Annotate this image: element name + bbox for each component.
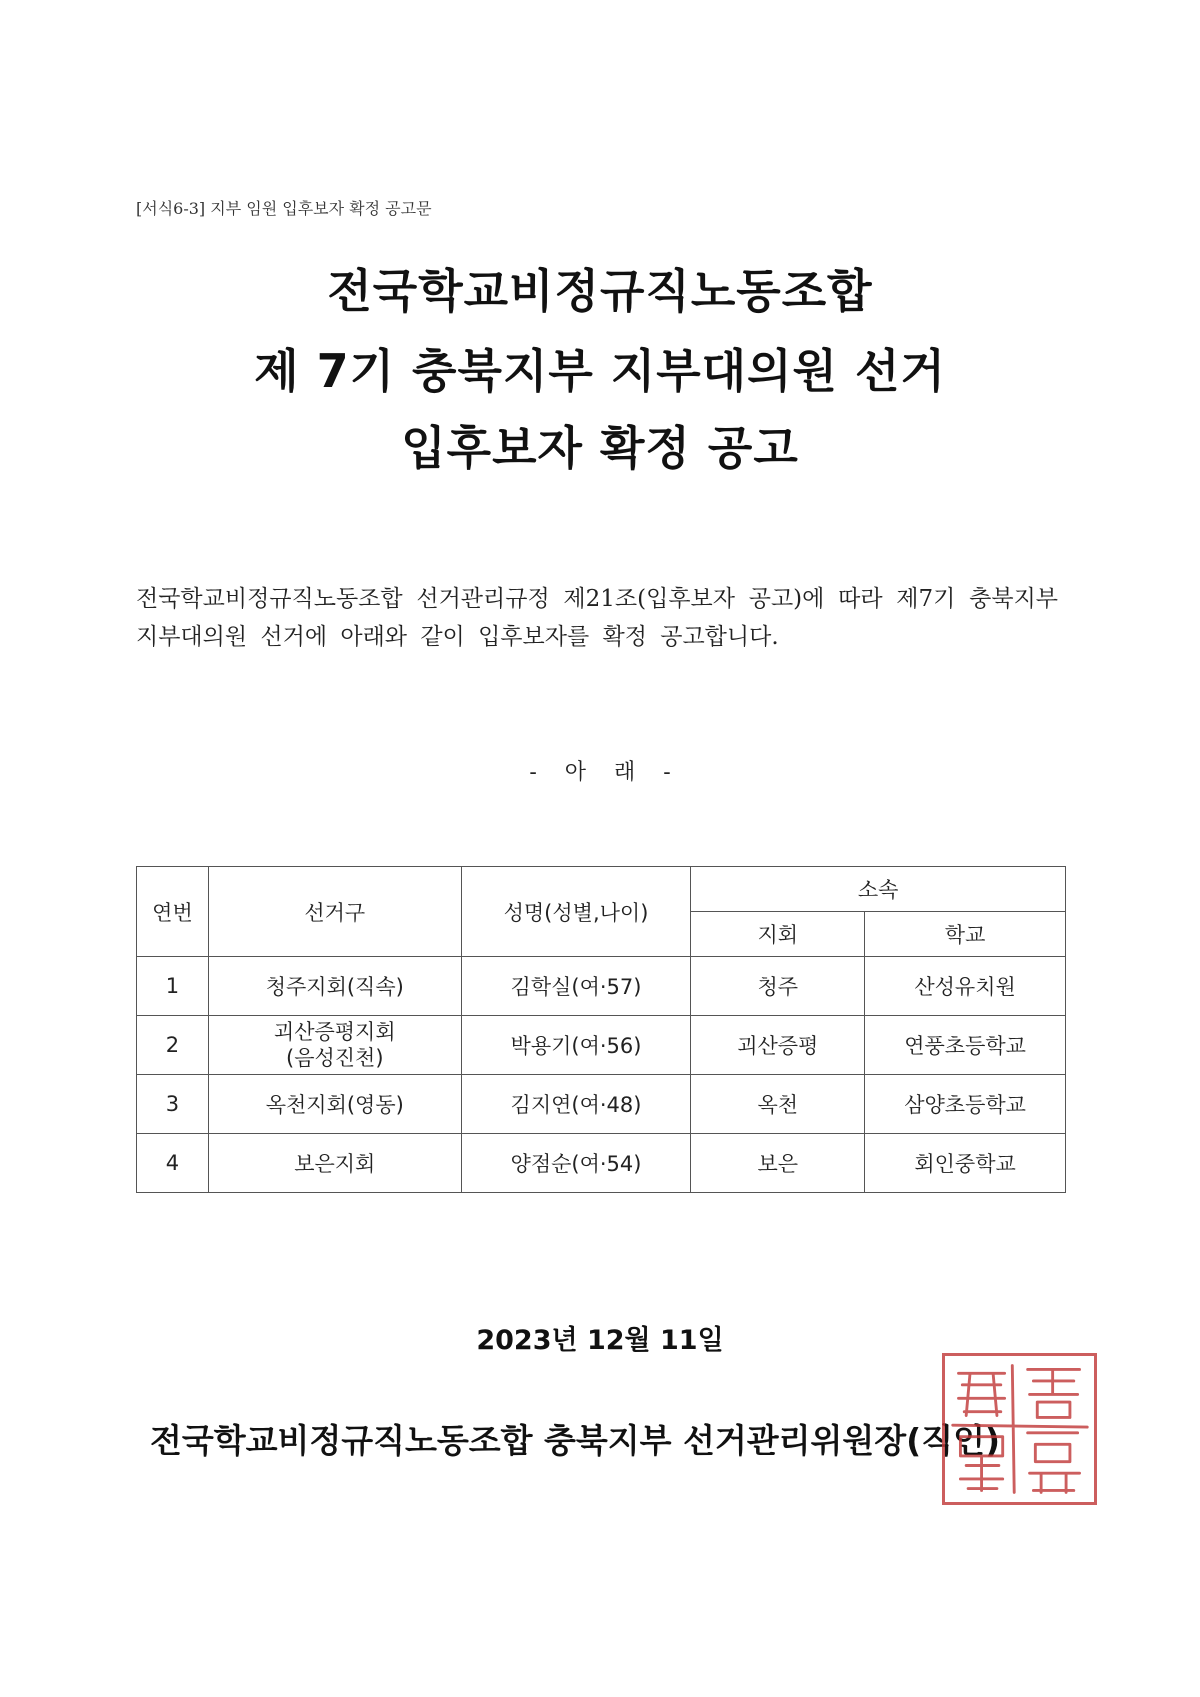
row-district: 괴산증평지회 (음성진천): [208, 1016, 461, 1075]
table-row: [137, 957, 1066, 1016]
row-district: 청주지회(직속): [208, 957, 461, 1016]
title-line-3: 입후보자 확정 공고: [401, 421, 799, 475]
header-name: 성명(성별,나이): [461, 867, 691, 957]
row-no: 1: [137, 957, 209, 1016]
row-school: 산성유치원: [865, 957, 1066, 1016]
title-line-2: 제 7기 충북지부 지부대의원 선거: [254, 344, 946, 398]
row-name: 양점순(여·54): [461, 1134, 691, 1193]
table-header-row: [137, 867, 1066, 912]
row-no: 4: [137, 1134, 209, 1193]
row-branch: 청주: [691, 957, 865, 1016]
header-school: 학교: [865, 912, 1066, 957]
row-district: 옥천지회(영동): [208, 1075, 461, 1134]
row-no: 2: [137, 1016, 209, 1075]
title-line-1: 전국학교비정규직노동조합: [327, 264, 873, 318]
row-school: 회인중학교: [865, 1134, 1066, 1193]
official-seal-stamp: [942, 1353, 1097, 1505]
header-branch: 지회: [691, 912, 865, 957]
header-no: 연번: [137, 867, 209, 957]
seal-glyph-icon: [945, 1356, 1094, 1502]
announcement-body: 전국학교비정규직노동조합 선거관리규정 제21조(입후보자 공고)에 따라 제7기 충북지부 지부대의원 선거에 아래와 같이 입후보자를 확정 공고합니다.: [136, 586, 1058, 650]
row-no: 3: [137, 1075, 209, 1134]
row-name: 박용기(여·56): [461, 1016, 691, 1075]
row-district: 보은지회: [208, 1134, 461, 1193]
row-school: 연풍초등학교: [865, 1016, 1066, 1075]
table-row: [137, 1134, 1066, 1193]
header-district: 선거구: [208, 867, 461, 957]
row-branch: 괴산증평: [691, 1016, 865, 1075]
table-row: [137, 1075, 1066, 1134]
announcement-date: 2023년 12월 11일: [476, 1325, 724, 1356]
row-name: 김학실(여·57): [461, 957, 691, 1016]
header-affiliation: 소속: [691, 867, 1066, 912]
form-label: [서식6-3] 지부 임원 입후보자 확정 공고문: [136, 199, 432, 218]
below-heading: - 아 래 -: [529, 760, 671, 785]
candidate-table: [136, 866, 1066, 1193]
row-branch: 보은: [691, 1134, 865, 1193]
row-branch: 옥천: [691, 1075, 865, 1134]
row-name: 김지연(여·48): [461, 1075, 691, 1134]
row-school: 삼양초등학교: [865, 1075, 1066, 1134]
signature-line: 전국학교비정규직노동조합 충북지부 선거관리위원장(직인): [150, 1421, 1001, 1460]
table-row: [137, 1016, 1066, 1075]
